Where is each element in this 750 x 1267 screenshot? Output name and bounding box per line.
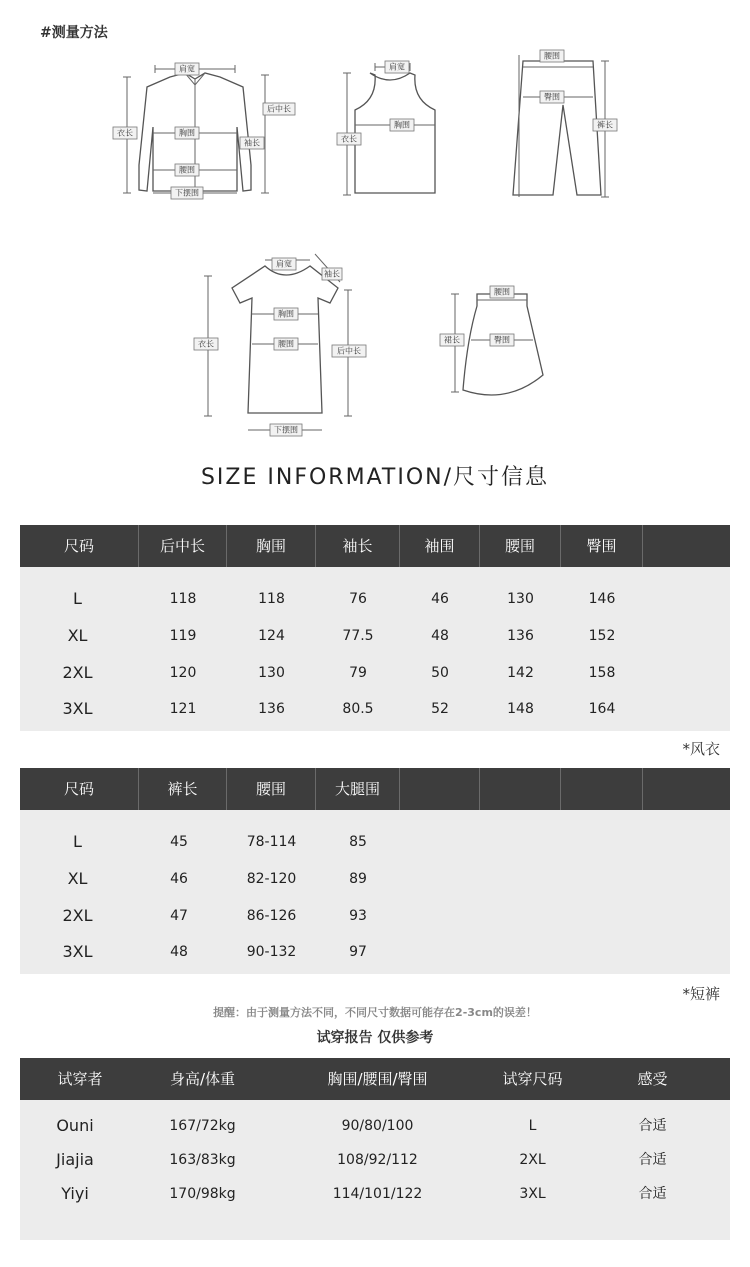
cell-length: 45 — [170, 834, 188, 850]
cell-chest: 136 — [258, 701, 285, 717]
measure-method-title: #测量方法 — [40, 25, 108, 41]
jacket-back-length-label: 后中长 — [267, 104, 291, 114]
cell-waist: 148 — [507, 701, 534, 717]
table-row — [20, 691, 730, 727]
cell-sleeve-length: 76 — [349, 591, 367, 607]
cell-waist: 142 — [507, 665, 534, 681]
cell-thigh: 85 — [349, 834, 367, 850]
cell-feeling: 合适 — [638, 1152, 667, 1168]
table-row — [20, 861, 730, 897]
table-row — [20, 824, 730, 860]
header-empty — [643, 525, 730, 567]
header-height-weight: 身高/体重 — [169, 1070, 236, 1088]
table-header — [20, 1058, 730, 1100]
header-hip: 臀围 — [561, 525, 643, 567]
header-chest: 胸围 — [227, 525, 316, 567]
cell-sleeve-width: 52 — [431, 701, 449, 717]
skirt-length-label: 裙长 — [444, 335, 460, 345]
size-table-jacket — [20, 525, 730, 731]
vest-chest-label: 胸围 — [394, 120, 410, 130]
header-size: 尺码 — [20, 525, 139, 567]
header-measurements: 胸围/腰围/臀围 — [327, 1070, 428, 1088]
vest-diagram — [335, 55, 445, 200]
table-body — [20, 1100, 730, 1240]
cell-back-length: 119 — [169, 628, 197, 644]
header-size: 尺码 — [20, 768, 139, 810]
header-sleeve-width: 袖围 — [400, 525, 480, 567]
header-empty — [400, 768, 480, 810]
header-empty — [480, 768, 561, 810]
cell-tester: Yiyi — [61, 1184, 89, 1203]
cell-size: 3XL — [62, 699, 93, 718]
cell-size: L — [73, 832, 82, 851]
cell-height-weight: 170/98kg — [169, 1186, 236, 1202]
skirt-hip-label: 臀围 — [494, 335, 510, 345]
dress-back-length-label: 后中长 — [337, 346, 361, 356]
cell-thigh: 93 — [349, 908, 367, 924]
cell-size: 2XL — [62, 663, 93, 682]
cell-height-weight: 163/83kg — [169, 1152, 236, 1168]
table-row — [20, 898, 730, 934]
jacket-waist-label: 腰围 — [179, 165, 195, 175]
header-waist: 腰围 — [227, 768, 316, 810]
cell-hip: 164 — [588, 701, 616, 717]
dress-shoulder-label: 肩宽 — [276, 259, 292, 269]
cell-measurements: 108/92/112 — [337, 1152, 418, 1168]
dress-body-length-label: 衣长 — [198, 339, 214, 349]
fitting-report-table — [20, 1058, 730, 1240]
cell-chest: 118 — [258, 591, 285, 607]
cell-fit-size: 2XL — [519, 1152, 546, 1168]
table-header — [20, 525, 730, 567]
cell-size: XL — [67, 626, 88, 645]
measurement-note: 提醒：由于测量方法不同，不同尺寸数据可能存在2-3cm的误差！ — [213, 1006, 537, 1019]
header-length: 裤长 — [139, 768, 227, 810]
header-fit-size: 试穿尺码 — [502, 1070, 563, 1088]
pants-diagram — [505, 45, 620, 205]
cell-hip: 158 — [588, 665, 616, 681]
cell-back-length: 118 — [169, 591, 197, 607]
cell-chest: 124 — [258, 628, 285, 644]
header-thigh: 大腿围 — [316, 768, 400, 810]
cell-waist: 90-132 — [246, 944, 297, 960]
cell-sleeve-width: 46 — [431, 591, 449, 607]
cell-thigh: 97 — [349, 944, 367, 960]
cell-height-weight: 167/72kg — [169, 1118, 236, 1134]
header-waist: 腰围 — [480, 525, 561, 567]
table2-caption: *短裤 — [682, 985, 720, 1003]
jacket-body-length-label: 衣长 — [117, 128, 133, 138]
cell-waist: 82-120 — [246, 871, 297, 887]
table-row — [20, 618, 730, 654]
cell-feeling: 合适 — [638, 1186, 667, 1202]
cell-waist: 130 — [507, 591, 534, 607]
cell-sleeve-length: 80.5 — [342, 701, 374, 717]
cell-chest: 130 — [258, 665, 285, 681]
cell-sleeve-width: 48 — [431, 628, 449, 644]
size-information-heading: SIZE INFORMATION/尺寸信息 — [200, 465, 550, 490]
cell-back-length: 120 — [169, 665, 197, 681]
cell-waist: 136 — [507, 628, 534, 644]
cell-size: 2XL — [62, 906, 93, 925]
cell-length: 48 — [170, 944, 188, 960]
header-tester: 试穿者 — [57, 1070, 103, 1088]
cell-measurements: 114/101/122 — [332, 1186, 423, 1202]
cell-fit-size: L — [528, 1118, 537, 1134]
table-header — [20, 768, 730, 810]
cell-back-length: 121 — [169, 701, 197, 717]
table-body — [20, 567, 730, 731]
table-row — [20, 1177, 730, 1211]
jacket-shoulder-label: 肩宽 — [179, 64, 195, 74]
header-back-length: 后中长 — [139, 525, 227, 567]
cell-size: 3XL — [62, 942, 93, 961]
dress-diagram — [190, 248, 375, 443]
cell-waist: 78-114 — [246, 834, 297, 850]
cell-sleeve-length: 79 — [349, 665, 367, 681]
table-row — [20, 1109, 730, 1143]
cell-sleeve-length: 77.5 — [342, 628, 374, 644]
cell-waist: 86-126 — [246, 908, 297, 924]
cell-size: XL — [67, 869, 88, 888]
table-row — [20, 934, 730, 970]
table-row — [20, 1143, 730, 1177]
cell-feeling: 合适 — [638, 1118, 667, 1134]
cell-fit-size: 3XL — [519, 1186, 546, 1202]
pants-hip-label: 臀围 — [544, 92, 560, 102]
dress-waist-label: 腰围 — [278, 339, 294, 349]
cell-tester: Ouni — [56, 1116, 94, 1135]
cell-length: 46 — [170, 871, 188, 887]
table-row — [20, 581, 730, 617]
size-table-shorts — [20, 768, 730, 974]
skirt-waist-label: 腰围 — [494, 287, 510, 297]
dress-sleeve-label: 袖长 — [324, 269, 340, 279]
cell-thigh: 89 — [349, 871, 367, 887]
table-body — [20, 810, 730, 974]
pants-length-label: 裤长 — [597, 120, 613, 130]
jacket-hem-label: 下摆围 — [175, 188, 199, 198]
cell-hip: 152 — [588, 628, 616, 644]
dress-hem-label: 下摆围 — [274, 425, 298, 435]
vest-shoulder-label: 肩宽 — [389, 62, 405, 72]
cell-length: 47 — [170, 908, 188, 924]
table-row — [20, 655, 730, 691]
header-sleeve-length: 袖长 — [316, 525, 400, 567]
dress-chest-label: 胸围 — [278, 309, 294, 319]
cell-hip: 146 — [588, 591, 616, 607]
jacket-diagram — [105, 55, 290, 205]
cell-size: L — [73, 589, 82, 608]
jacket-chest-label: 胸围 — [179, 128, 195, 138]
jacket-sleeve-label: 袖长 — [244, 138, 260, 148]
vest-body-length-label: 衣长 — [341, 134, 357, 144]
table1-caption: *风衣 — [682, 740, 720, 758]
cell-tester: Jiajia — [56, 1150, 94, 1169]
pants-waist-label: 腰围 — [544, 51, 560, 61]
header-empty — [643, 768, 730, 810]
header-feeling: 感受 — [637, 1070, 668, 1088]
skirt-diagram — [435, 280, 550, 405]
cell-sleeve-width: 50 — [431, 665, 449, 681]
fitting-report-title: 试穿报告 仅供参考 — [316, 1030, 434, 1046]
cell-measurements: 90/80/100 — [341, 1118, 414, 1134]
header-empty — [561, 768, 643, 810]
